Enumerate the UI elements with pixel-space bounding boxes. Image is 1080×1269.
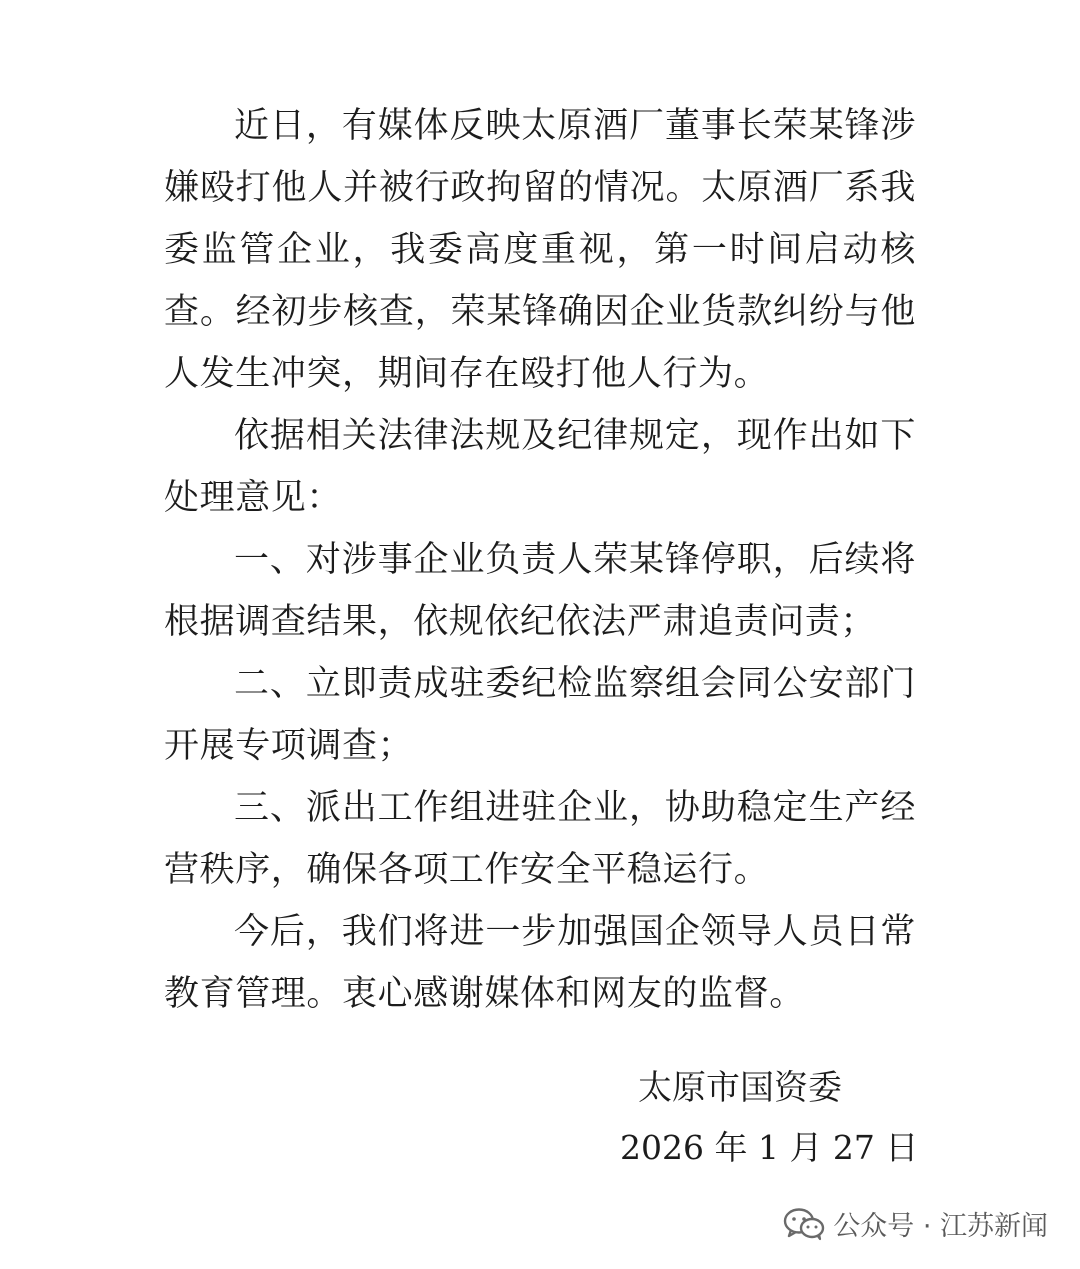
source-watermark (783, 1204, 1048, 1243)
paragraph-closing: 今后，我们将进一步加强国企领导人员日常教育管理。衷心感谢媒体和网友的监督。 (164, 912, 916, 1014)
document-body (164, 95, 916, 1025)
paragraph-basis: 依据相关法律法规及纪律规定，现作出如下处理意见： (164, 416, 916, 518)
signature-date: 2026 年 1 月 27 日 (620, 1128, 919, 1167)
signature-organization: 太原市国资委 (638, 1068, 842, 1108)
wechat-icon (783, 1207, 825, 1241)
paragraph-item-3: 三、派出工作组进驻企业，协助稳定生产经营秩序，确保各项工作安全平稳运行。 (164, 788, 916, 890)
paragraph-item-1: 一、对涉事企业负责人荣某锋停职，后续将根据调查结果，依规依纪依法严肃追责问责； (164, 540, 916, 642)
paragraph-incident: 近日，有媒体反映太原酒厂董事长荣某锋涉嫌殴打他人并被行政拘留的情况。太原酒厂系我委监管企业，我委高度重视，第一时间启动核查。经初步核查，荣某锋确因企业货款纠纷与他人发生冲突，期间存在殴打他人行为。 (164, 106, 916, 394)
watermark-text: 公众号 · 江苏新闻 (833, 1211, 1048, 1242)
paragraph-item-2: 二、立即责成驻委纪检监察组会同公安部门开展专项调查； (164, 664, 916, 766)
